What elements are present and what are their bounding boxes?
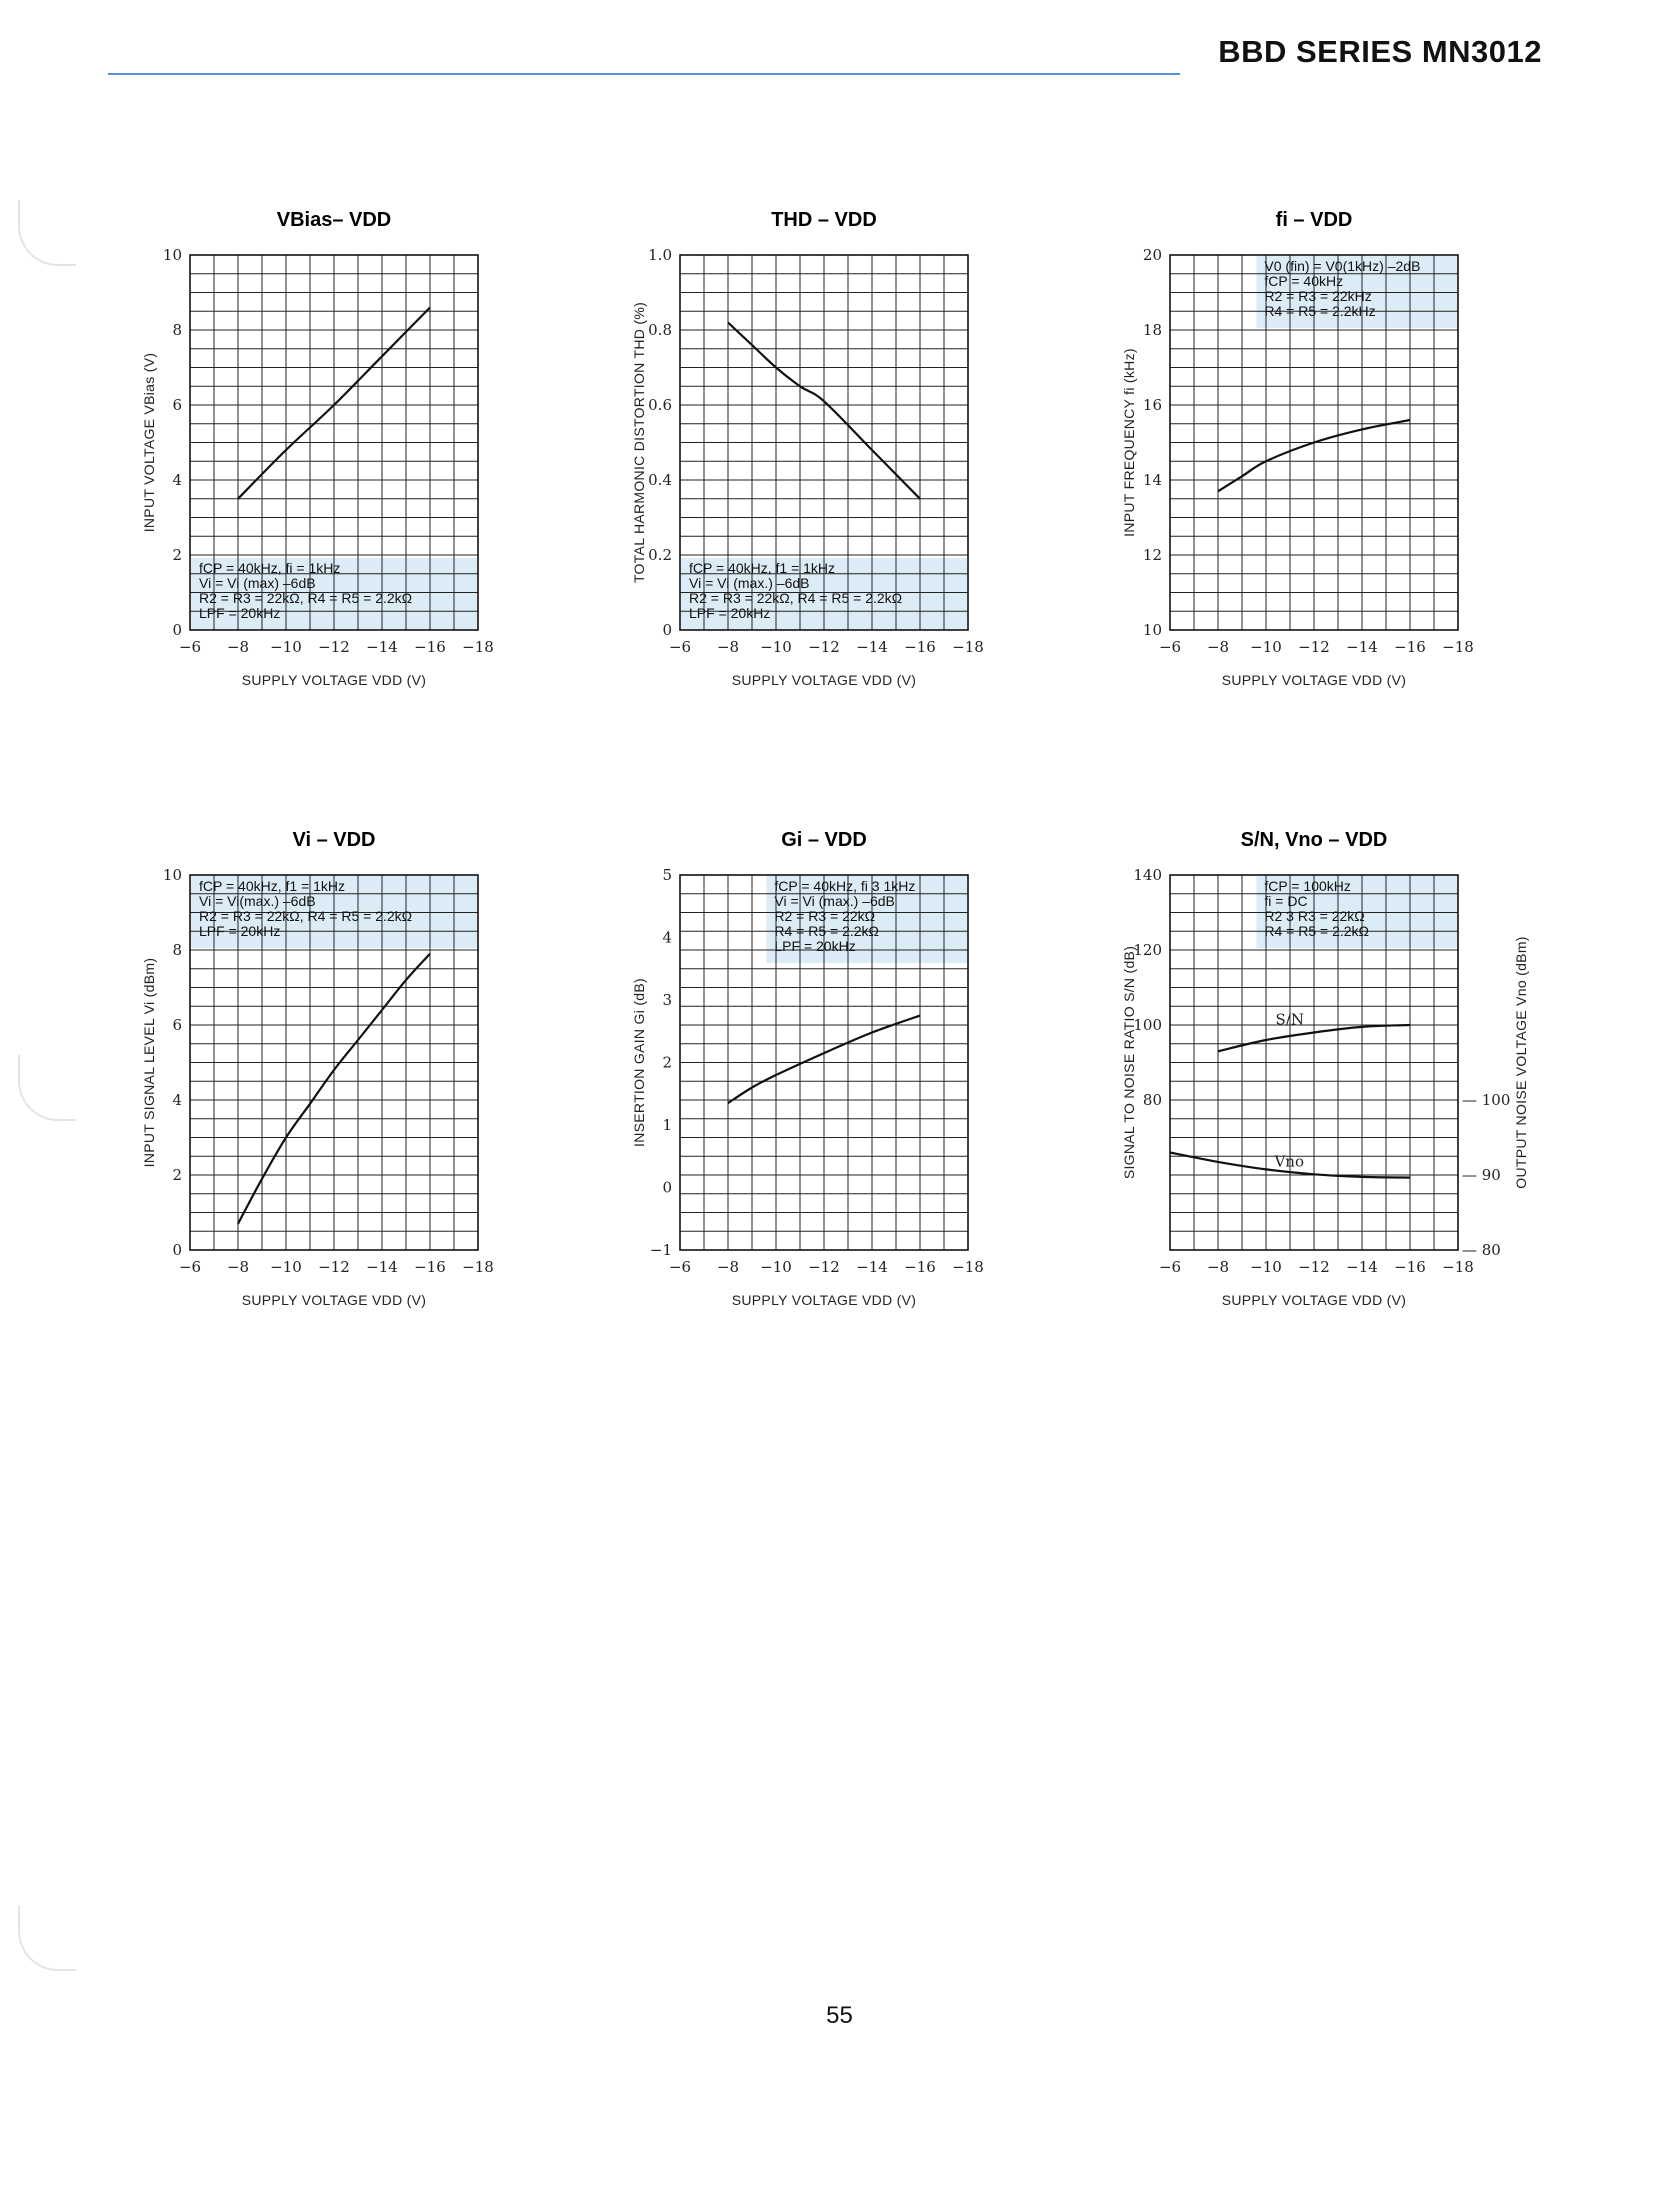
y-tick-label: 3 — [662, 991, 672, 1009]
x-tick-label: −16 — [1394, 1258, 1426, 1276]
chart-title: S/N, Vno – VDD — [1240, 829, 1388, 851]
y-tick-label: 4 — [662, 928, 672, 947]
x-axis-label: SUPPLY VOLTAGE VDD (V) — [731, 672, 917, 688]
chart-fi-vdd — [1105, 200, 1485, 700]
x-tick-label: −14 — [366, 1258, 398, 1276]
x-tick-label: −8 — [1206, 638, 1230, 656]
y-tick-label: 80 — [1142, 1091, 1162, 1109]
y-tick-label: 0 — [172, 621, 182, 639]
y-tick-label: 2 — [172, 546, 182, 564]
x-tick-label: −8 — [226, 638, 250, 656]
y-tick-label: 6 — [172, 396, 182, 414]
x-tick-label: −12 — [318, 638, 350, 656]
y-tick-label: 4 — [172, 471, 182, 489]
condition-note: fCP = 40kHz — [1264, 273, 1344, 289]
x-tick-label: −10 — [1250, 1258, 1282, 1276]
condition-note: R2 = R3 = 22kHz — [1264, 288, 1372, 304]
x-tick-label: −18 — [952, 1258, 984, 1276]
condition-note: R4 = R5 = 2.2kΩ — [774, 923, 880, 939]
page-title: BBD SERIES MN3012 — [1218, 34, 1542, 69]
x-axis-label: SUPPLY VOLTAGE VDD (V) — [1221, 1292, 1407, 1308]
y-axis-label: TOTAL HARMONIC DISTORTION THD (%) — [631, 301, 647, 584]
y2-tick-label: — 80 — [1462, 1241, 1501, 1259]
x-tick-label: −14 — [856, 1258, 888, 1276]
x-tick-label: −16 — [904, 638, 936, 656]
y-tick-label: 10 — [162, 866, 182, 884]
condition-note: fCP = 40kHz, f1 = 1kHz — [689, 560, 836, 576]
condition-note: Vi = Vi (max.) –6dB — [689, 575, 810, 591]
x-tick-label: −12 — [318, 1258, 350, 1276]
condition-note: Vi = Vi(max.) –6dB — [199, 893, 316, 909]
x-tick-label: −18 — [952, 638, 984, 656]
chart-title: THD – VDD — [771, 209, 877, 231]
condition-note: LPF = 20kHz — [689, 605, 771, 621]
header-rule — [108, 73, 1180, 75]
y-axis-label: INPUT SIGNAL LEVEL Vi (dBm) — [141, 957, 157, 1168]
x-tick-label: −18 — [1442, 1258, 1474, 1276]
x-tick-label: −6 — [178, 638, 202, 656]
chart-gi-vdd — [615, 820, 995, 1320]
x-tick-label: −16 — [904, 1258, 936, 1276]
y-tick-label: 140 — [1133, 866, 1162, 884]
x-axis-label: SUPPLY VOLTAGE VDD (V) — [241, 672, 427, 688]
x-tick-label: −6 — [1158, 1258, 1182, 1276]
x-tick-label: −16 — [414, 638, 446, 656]
x-tick-label: −12 — [1298, 1258, 1330, 1276]
y-tick-label: 20 — [1142, 246, 1162, 264]
x-tick-label: −14 — [366, 638, 398, 656]
condition-note: LPF = 20kHz — [199, 605, 281, 621]
x-axis-label: SUPPLY VOLTAGE VDD (V) — [241, 1292, 427, 1308]
x-tick-label: −10 — [270, 638, 302, 656]
condition-note: R4 = R5 = 2.2kHz — [1264, 303, 1376, 319]
condition-note: fCP = 40kHz, fi 3 1kHz — [774, 878, 916, 894]
condition-note: R2 = R3 = 22kΩ, R4 = R5 = 2.2kΩ — [199, 590, 413, 606]
y-tick-label: 6 — [172, 1016, 182, 1034]
x-tick-label: −18 — [462, 638, 494, 656]
y-axis-label: INPUT FREQUENCY fi (kHz) — [1121, 348, 1137, 537]
x-tick-label: −10 — [760, 1258, 792, 1276]
x-tick-label: −12 — [1298, 638, 1330, 656]
chart-vbias-vdd — [125, 200, 505, 700]
y2-axis-label: OUTPUT NOISE VOLTAGE Vno (dBm) — [1513, 936, 1529, 1189]
chart-vi-vdd — [125, 820, 505, 1320]
series-label: Vno — [1274, 1152, 1304, 1171]
binder-hole — [18, 1055, 76, 1121]
y-tick-label: 12 — [1142, 546, 1162, 564]
x-tick-label: −6 — [668, 1258, 692, 1276]
x-tick-label: −6 — [178, 1258, 202, 1276]
y-tick-label: −1 — [649, 1241, 672, 1259]
y-tick-label: 10 — [1142, 621, 1162, 639]
y-tick-label: 0.2 — [648, 546, 672, 564]
x-tick-label: −10 — [760, 638, 792, 656]
condition-note: R2 3 R3 = 22kΩ — [1264, 908, 1365, 924]
chart-title: fi – VDD — [1275, 209, 1353, 231]
x-tick-label: −12 — [808, 1258, 840, 1276]
x-tick-label: −12 — [808, 638, 840, 656]
y-axis-label: INSERTION GAIN Gi (dB) — [631, 978, 647, 1147]
x-tick-label: −8 — [226, 1258, 250, 1276]
y-tick-label: 2 — [172, 1166, 182, 1184]
condition-note: fCP = 100kHz — [1264, 878, 1351, 894]
y2-tick-label: — 90 — [1462, 1166, 1501, 1184]
x-tick-label: −18 — [1442, 638, 1474, 656]
condition-note: Vi = Vi (max.) –6dB — [774, 893, 895, 909]
y-tick-label: 8 — [172, 941, 182, 959]
condition-note: fi = DC — [1264, 893, 1308, 909]
y-tick-label: 14 — [1142, 471, 1162, 489]
condition-note: R4 = R5 = 2.2kΩ — [1264, 923, 1370, 939]
y-tick-label: 0.8 — [648, 321, 672, 339]
condition-note: fCP = 40kHz, f1 = 1kHz — [199, 878, 346, 894]
y-tick-label: 0 — [172, 1241, 182, 1259]
y-tick-label: 0 — [662, 1178, 672, 1197]
x-tick-label: −6 — [668, 638, 692, 656]
x-tick-label: −18 — [462, 1258, 494, 1276]
x-tick-label: −10 — [270, 1258, 302, 1276]
chart-title: VBias– VDD — [276, 209, 392, 231]
y-tick-label: 5 — [662, 866, 672, 884]
y-tick-label: 1 — [662, 1116, 672, 1134]
binder-hole — [18, 200, 76, 266]
y2-tick-label: — 100 — [1462, 1091, 1511, 1109]
x-tick-label: −6 — [1158, 638, 1182, 656]
condition-note: R2 = R3 = 22kΩ, R4 = R5 = 2.2kΩ — [199, 908, 413, 924]
y-tick-label: 0.6 — [648, 396, 672, 414]
y-tick-label: 1.0 — [648, 246, 672, 264]
x-tick-label: −14 — [1346, 1258, 1378, 1276]
x-tick-label: −10 — [1250, 638, 1282, 656]
chart-thd-vdd — [615, 200, 995, 700]
y-tick-label: 16 — [1142, 396, 1162, 414]
y-tick-label: 0.4 — [648, 471, 672, 489]
condition-note: R2 = R3 = 22kΩ — [774, 908, 876, 924]
chart-sn-vno-vdd — [1105, 820, 1545, 1320]
y-tick-label: 8 — [172, 321, 182, 339]
condition-note: V0 (fin) = V0(1kHz) –2dB — [1264, 258, 1421, 274]
x-axis-label: SUPPLY VOLTAGE VDD (V) — [731, 1292, 917, 1308]
y-tick-label: 0 — [662, 621, 672, 639]
x-tick-label: −8 — [716, 638, 740, 656]
y-tick-label: 4 — [172, 1091, 182, 1109]
condition-note: Vi = Vi (max) –6dB — [199, 575, 316, 591]
x-tick-label: −16 — [1394, 638, 1426, 656]
x-axis-label: SUPPLY VOLTAGE VDD (V) — [1221, 672, 1407, 688]
chart-title: Vi – VDD — [292, 829, 376, 851]
x-tick-label: −8 — [1206, 1258, 1230, 1276]
binder-hole — [18, 1905, 76, 1971]
x-tick-label: −14 — [856, 638, 888, 656]
y-tick-label: 2 — [662, 1053, 672, 1072]
condition-note: LPF = 20kHz — [199, 923, 281, 939]
chart-title: Gi – VDD — [781, 829, 867, 851]
y-axis-label: SIGNAL TO NOISE RATIO S/N (dB) — [1121, 945, 1137, 1180]
series-label: S/N — [1275, 1010, 1304, 1029]
page-number: 55 — [826, 2002, 853, 2029]
y-tick-label: 10 — [162, 246, 182, 264]
y-tick-label: 100 — [1133, 1016, 1162, 1034]
condition-note: LPF = 20kHz — [774, 938, 856, 954]
y-tick-label: 120 — [1133, 941, 1162, 959]
condition-note: fCP = 40kHz, fi = 1kHz — [199, 560, 341, 576]
x-tick-label: −14 — [1346, 638, 1378, 656]
x-tick-label: −8 — [716, 1258, 740, 1276]
condition-note: R2 = R3 = 22kΩ, R4 = R5 = 2.2kΩ — [689, 590, 903, 606]
y-tick-label: 18 — [1142, 321, 1162, 339]
x-tick-label: −16 — [414, 1258, 446, 1276]
y-axis-label: INPUT VOLTAGE VBias (V) — [141, 352, 157, 533]
